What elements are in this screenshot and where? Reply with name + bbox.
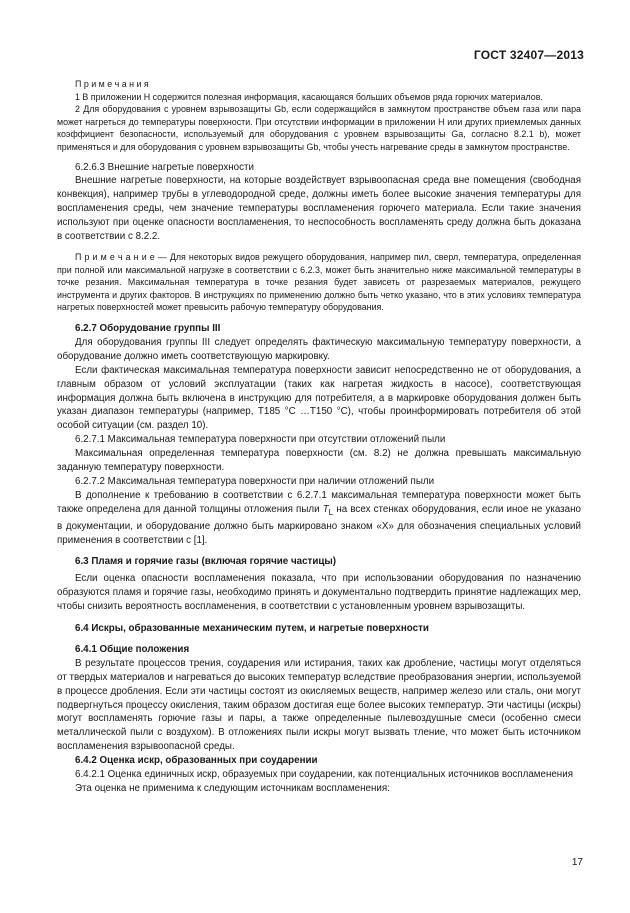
- paragraph-6271: Максимальная определенная температура поверхности (см. 8.2) не должна превышать максимальную заданную температуру поверхности.: [57, 448, 581, 474]
- paragraph-627a: Для оборудования группы III следует определять фактическую максимальную температуру поверхности, а оборудование должно иметь соответствующую маркировку.: [57, 336, 581, 362]
- paragraph-6272: В дополнение к требованию в соответствии с 6.2.7.1 максимальная температура поверхности может быть также определена для данной толщины отложения пыли $T_L$ на всех стенках оборудования, если иное не указано в документации, и оборудование должно быть маркировано знаком «X» для обозначения специальных условий применения в соответствии с [1].: [57, 489, 581, 546]
- symbol-t: T: [322, 503, 329, 515]
- paragraph-6421b: Эта оценка не применима к следующим источникам воспламенения:: [75, 783, 390, 795]
- paragraph-6421: 6.4.2.1 Оценка единичных искр, образуемых при соударении, как потенциальных источников воспламенения: [75, 769, 573, 781]
- section-heading-627: 6.2.7 Оборудование группы III: [75, 322, 221, 334]
- paragraph-627b: Если фактическая максимальная температура поверхности зависит непосредственно не от оборудования, а главным образом от условий эксплуатации (таких как нагретая жидкость в насосе), соответствующая информация должна быть включена в инструкцию для потребителя, а в маркировке оборудования должен быть указан диапазон температуры (например, T185 °C …T150 °C), чтобы проинформировать потребителя об этой особой ситуации (см. раздел 10).: [57, 364, 581, 432]
- section-heading-641: 6.4.1 Общие положения: [75, 643, 190, 655]
- note-1: 1 В приложении Н содержится полезная информация, касающаяся больших объемов ряда горючих материалов.: [75, 91, 543, 102]
- subsection-heading-6272: 6.2.7.2 Максимальная температура поверхности при наличии отложений пыли: [75, 475, 435, 487]
- symbol-subscript-l: L: [328, 507, 334, 517]
- section-heading-64: 6.4 Искры, образованные механическим путем, и нагретые поверхности: [75, 623, 429, 635]
- standard-number: ГОСТ 32407—2013: [473, 48, 584, 62]
- subsection-heading-6263: 6.2.6.3 Внешние нагретые поверхности: [75, 161, 254, 173]
- note-title: П р и м е ч а н и я: [75, 79, 149, 89]
- subsection-heading-6271: 6.2.7.1 Максимальная температура поверхности при отсутствии отложений пыли: [75, 434, 446, 446]
- note-3: [57, 251, 581, 314]
- section-heading-63: 6.3 Пламя и горячие газы (включая горячие частицы): [75, 556, 337, 568]
- paragraph-641: В результате процессов трения, соударения или истирания, таких как дробление, частицы могут отделяться от твердых материалов и нагреваться до высоких температур вследствие преобразования энергии, используемой в процессе дробления. Если эти частицы состоят из окисляемых веществ, например железо или сталь, они могут подвергнуться процессу окисления, таким образом достигая еще более высоких температур. Эти частицы (искры) могут воспламенять горючие газы и пары, а также определенные пылевоздушные смеси (особенно смеси металлической пыли с воздухом). В отложениях пыли искры могут вызвать тление, что может быть источником воспламенения взрывоопасной среды.: [57, 657, 581, 753]
- note-3-label: П р и м е ч а н и е: [75, 252, 155, 262]
- note-2: 2 Для оборудования с уровнем взрывозащиты Gb, если содержащийся в замкнутом пространстве объем газа или пара может нагреться до температуры поверхности. При отсутствии информации в приложении Н или других приемлемых данных коэффициент безопасности, используемый для оборудования с уровнем взрывозащиты Ga, согласно 8.2.1 b), может применяться и для оборудования с уровнем взрывозащиты Gb, чтобы учесть нагревание среды в замкнутом пространстве.: [57, 104, 581, 152]
- note-3-text: — Для некоторых видов режущего оборудования, например пил, сверл, температура, определенная при полной или максимальной нагрузке в соответствии с 6.2.3, может быть значительно ниже максимальной температуры в точке резания. Максимальная температура в точке резания будет зависеть от разрезаемых материалов, режущего инструмента и других факторов. В инструкциях по применению должно быть четко указано, что в этих условиях температура нагретых поверхностей может превысить рабочую температуру оборудования.: [57, 252, 582, 313]
- section-heading-642: 6.4.2 Оценка искр, образованных при соударении: [75, 755, 318, 767]
- paragraph-63: Если оценка опасности воспламенения показала, что при использовании оборудования по назначению образуются пламя и горячие газы, необходимо принять и документально подтвердить принятие надлежащих мер, чтобы снизить вероятность воспламенения, в соответствии с установленным уровнем взрывозащиты.: [57, 573, 581, 613]
- paragraph-6263: Внешние нагретые поверхности, на которые воздействует взрывоопасная среда вне помещения (свободная конвекция), например трубы в углеводородной среде, должны иметь более высокие значения температуры для воспламенения среды, чем значение температуры воспламенения горючего материала. Если такие значения используют при оценке опасности воспламенения, то неспособность воспламенять среду должна быть доказана в соответствии с 8.2.2.: [57, 175, 581, 243]
- page-number: 17: [571, 857, 583, 868]
- page-content: [57, 78, 581, 796]
